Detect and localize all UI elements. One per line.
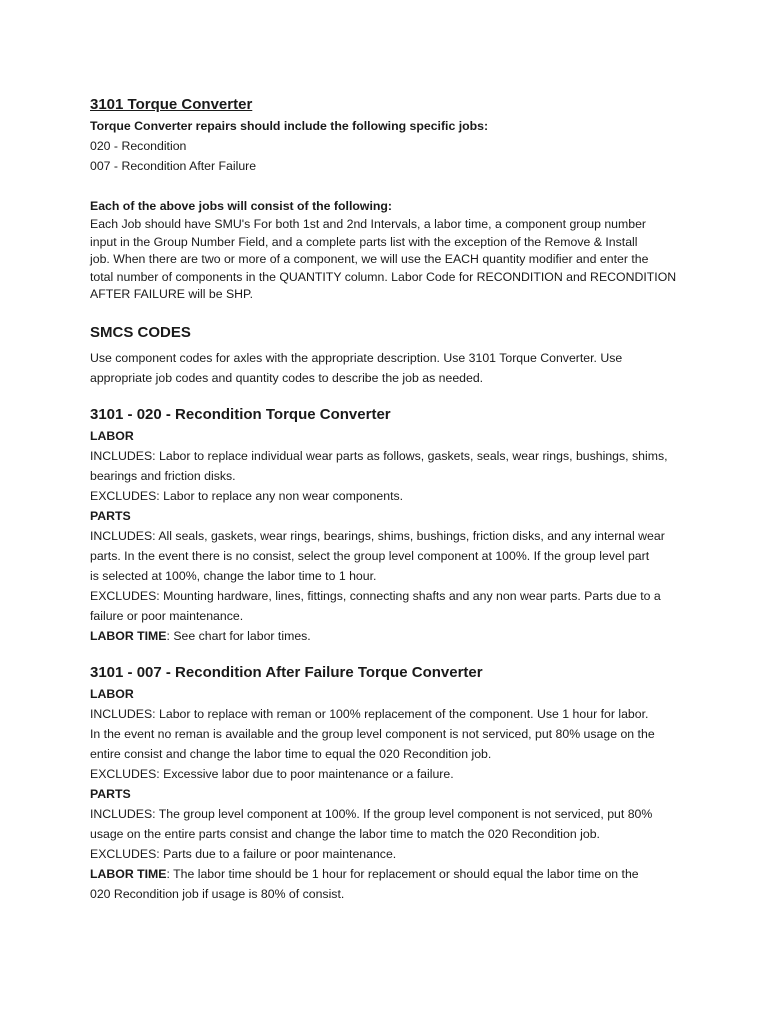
labor-time-line (90, 626, 680, 646)
consist-heading: Each of the above jobs will consist of the following: (90, 199, 392, 213)
labor-line: EXCLUDES: Excessive labor due to poor maintenance or a failure. (90, 766, 454, 781)
consist-line: input in the Group Number Field, and a complete parts list with the exception of the Remove & Install (90, 234, 638, 249)
consist-line: total number of components in the QUANTITY column. Labor Code for RECONDITION and RECONDITION (90, 269, 677, 284)
parts-line: parts. In the event there is no consist, select the group level component at 100%. If the group level part (90, 548, 650, 563)
parts-line: is selected at 100%, change the labor time to 1 hour. (90, 568, 377, 583)
labor-time-line: 020 Recondition job if usage is 80% of consist. (90, 886, 345, 901)
section-title-007: 3101 - 007 - Recondition After Failure Torque Converter (90, 663, 483, 681)
intro-text: Torque Converter repairs should include the following specific jobs: (90, 119, 489, 133)
labor-line: entire consist and change the labor time to equal the 020 Recondition job. (90, 746, 492, 761)
consist-line: AFTER FAILURE will be SHP. (90, 287, 254, 301)
parts-heading: PARTS (90, 508, 131, 523)
labor-line: bearings and friction disks. (90, 468, 236, 483)
consist-line: job. When there are two or more of a component, we will use the EACH quantity modifier and enter the (90, 252, 649, 266)
labor-line: EXCLUDES: Labor to replace any non wear components. (90, 488, 404, 503)
job-item: 020 - Recondition (90, 139, 187, 153)
labor-time-line (90, 864, 680, 884)
labor-line: INCLUDES: Labor to replace individual wear parts as follows, gaskets, seals, wear rings, bushings, shims, (90, 448, 668, 463)
smcs-title: SMCS CODES (90, 323, 191, 341)
parts-line: EXCLUDES: Mounting hardware, lines, fittings, connecting shafts and any non wear parts. Parts due to a (90, 588, 661, 603)
parts-line: INCLUDES: The group level component at 100%. If the group level component is not serviced, put 80% (90, 806, 653, 821)
labor-heading: LABOR (90, 428, 134, 443)
section-title-3101: 3101 Torque Converter (90, 96, 253, 113)
parts-line: failure or poor maintenance. (90, 608, 244, 623)
document-page (90, 94, 680, 904)
labor-time-label: LABOR TIME (90, 628, 167, 643)
section-title-020: 3101 - 020 - Recondition Torque Converter (90, 405, 391, 423)
job-item: 007 - Recondition After Failure (90, 159, 257, 173)
parts-heading: PARTS (90, 786, 131, 801)
parts-line: EXCLUDES: Parts due to a failure or poor maintenance. (90, 846, 397, 861)
smcs-line: Use component codes for axles with the appropriate description. Use 3101 Torque Converter. Use (90, 350, 623, 365)
labor-heading: LABOR (90, 686, 134, 701)
smcs-line: appropriate job codes and quantity codes to describe the job as needed. (90, 370, 484, 385)
labor-time-label: LABOR TIME (90, 866, 167, 881)
parts-line: usage on the entire parts consist and change the labor time to match the 020 Recondition job. (90, 826, 600, 841)
labor-line: INCLUDES: Labor to replace with reman or 100% replacement of the component. Use 1 hour for labor. (90, 706, 649, 721)
consist-paragraph (90, 216, 680, 304)
labor-line: In the event no reman is available and the group level component is not serviced, put 80% usage on the (90, 726, 655, 741)
consist-line: Each Job should have SMU's For both 1st and 2nd Intervals, a labor time, a component group number (90, 217, 647, 231)
labor-time-text: : The labor time should be 1 hour for replacement or should equal the labor time on the (166, 866, 639, 881)
labor-time-text: : See chart for labor times. (166, 628, 311, 643)
smcs-paragraph (90, 348, 680, 388)
parts-line: INCLUDES: All seals, gaskets, wear rings, bearings, shims, bushings, friction disks, and any internal wear (90, 528, 665, 543)
